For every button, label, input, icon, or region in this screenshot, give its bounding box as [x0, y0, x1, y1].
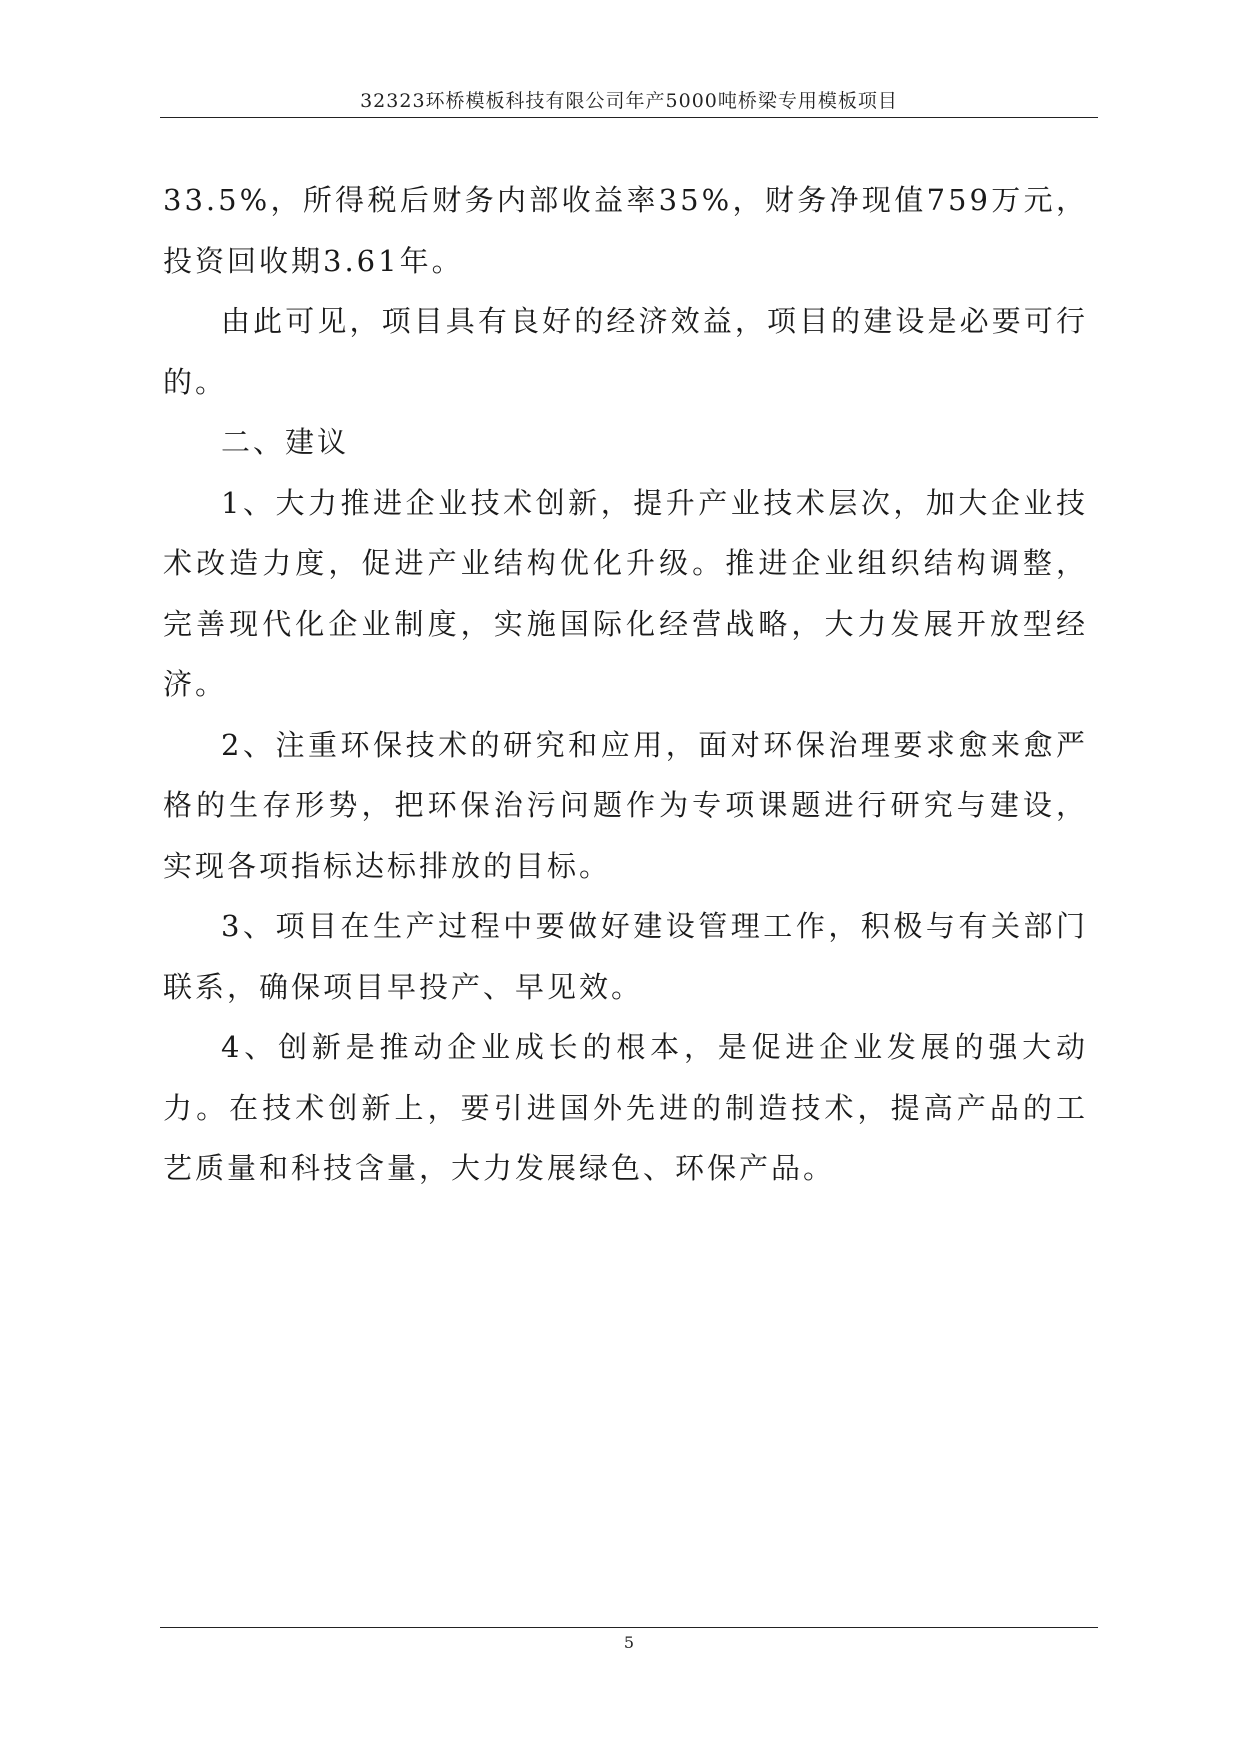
document-body: [163, 170, 1088, 1199]
suggestion-item-4: 4、创新是推动企业成长的根本，是促进企业发展的强大动力。在技术创新上，要引进国外先进的制造技术，提高产品的工艺质量和科技含量，大力发展绿色、环保产品。: [163, 1030, 1088, 1185]
suggestion-item-1: 1、大力推进企业技术创新，提升产业技术层次，加大企业技术改造力度，促进产业结构优化升级。推进企业组织结构调整，完善现代化企业制度，实施国际化经营战略，大力发展开放型经济。: [163, 485, 1088, 701]
page-number: 5: [623, 1633, 635, 1652]
section-heading-suggestions: 二、建议: [221, 425, 350, 459]
suggestion-item-3: 3、项目在生产过程中要做好建设管理工作，积极与有关部门联系，确保项目早投产、早见效。: [163, 909, 1088, 1004]
paragraph-conclusion: 由此可见，项目具有良好的经济效益，项目的建设是必要可行的。: [163, 304, 1088, 399]
paragraph-continuation: 33.5%，所得税后财务内部收益率35%，财务净现值759万元，投资回收期3.61年。: [163, 183, 1088, 278]
footer-divider: [160, 1627, 1098, 1628]
header-divider: [160, 117, 1098, 118]
page-header-title: 32323环桥模板科技有限公司年产5000吨桥梁专用模板项目: [360, 90, 898, 112]
suggestion-item-2: 2、注重环保技术的研究和应用，面对环保治理要求愈来愈严格的生存形势，把环保治污问题作为专项课题进行研究与建设，实现各项指标达标排放的目标。: [163, 727, 1088, 883]
